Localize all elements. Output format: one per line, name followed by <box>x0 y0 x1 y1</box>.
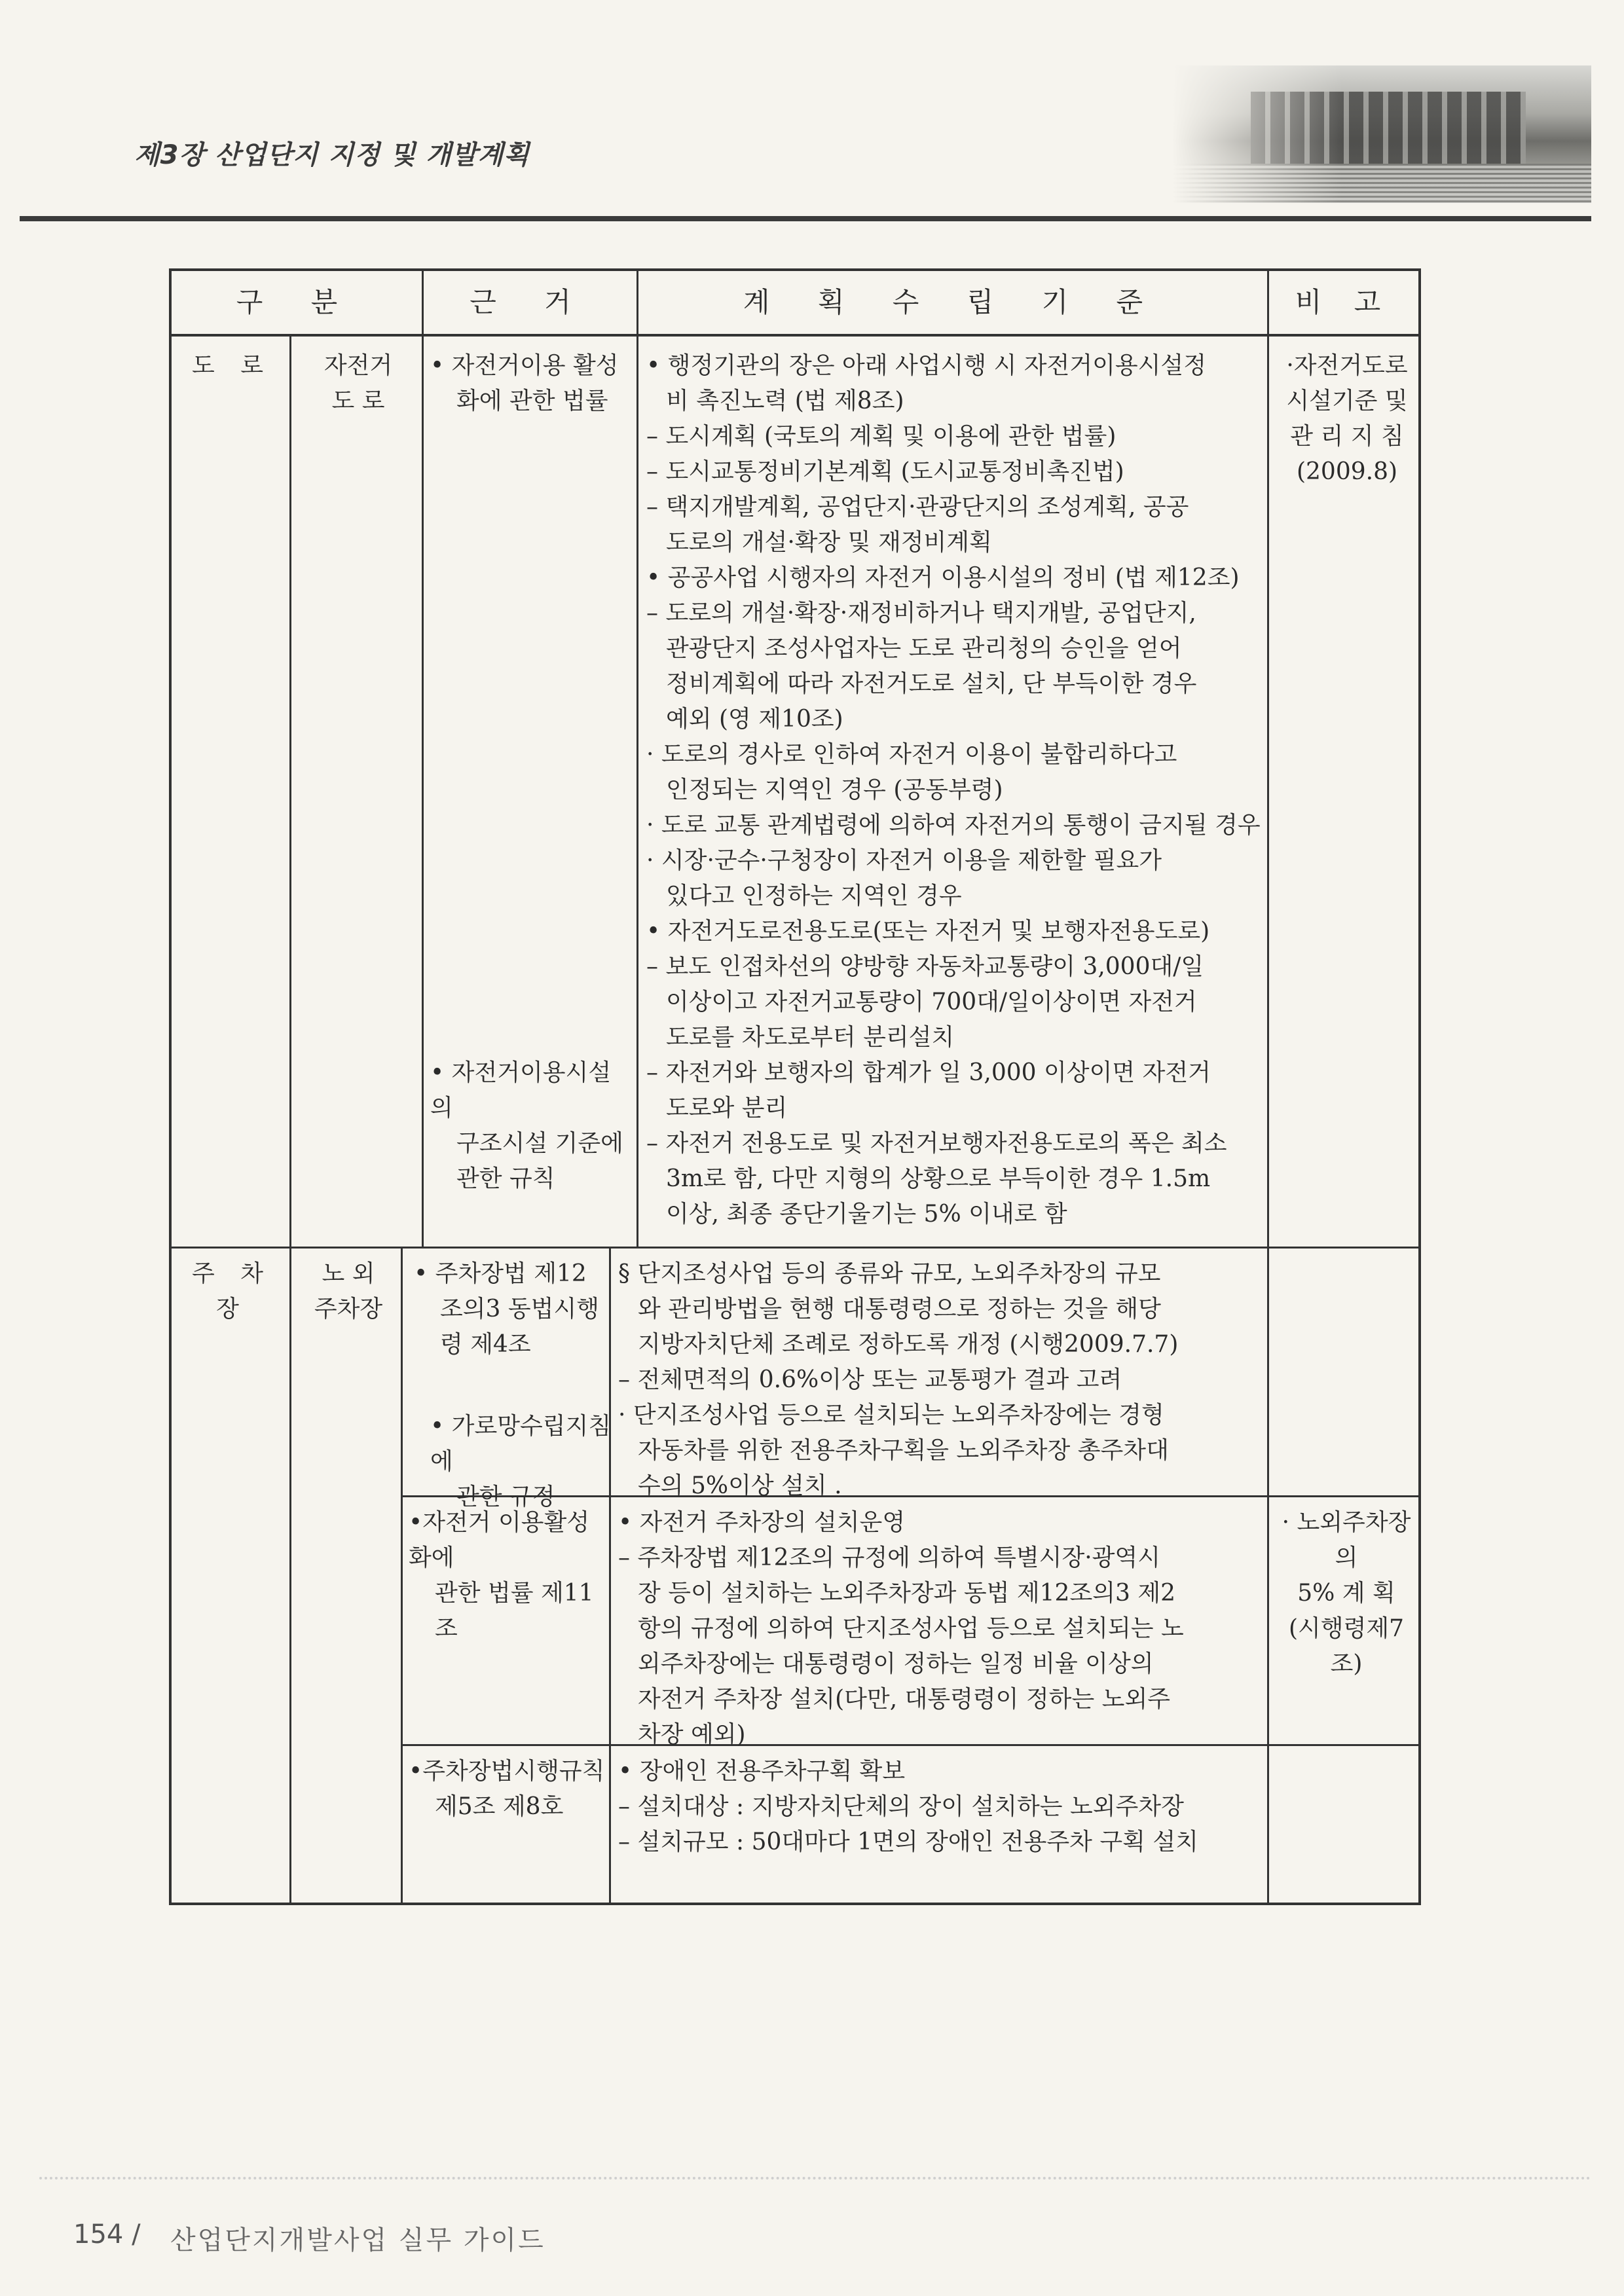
col-divider <box>422 271 424 1248</box>
standard-line: 있다고 인정하는 지역인 경우 <box>666 883 962 909</box>
road-category: 도 로 <box>192 352 272 379</box>
road-standards <box>646 348 1262 1232</box>
road-basis-1 <box>430 348 633 419</box>
remark-line: 시설기준 및 <box>1286 388 1408 414</box>
standard-line: 이상이고 자전거교통량이 700대/일이상이면 자전거 <box>666 989 1197 1015</box>
footer-dotted-rule <box>39 2177 1591 2179</box>
planning-standards-table <box>169 268 1421 1905</box>
standard-line: 3m로 함, 다만 지형의 상황으로 부득이한 경우 1.5m <box>666 1165 1211 1192</box>
book-title: 산업단지개발사업 실무 가이드 <box>170 2225 545 2255</box>
row-divider <box>172 1247 1418 1248</box>
standard-line: – 자전거와 보행자의 합계가 일 3,000 이상이면 자전거 <box>646 1059 1211 1086</box>
basis-line: 령 제4조 <box>440 1331 531 1358</box>
remark-line: (2009.8) <box>1296 458 1398 485</box>
standard-line: – 자전거 전용도로 및 자전거보행자전용도로의 폭은 최소 <box>646 1130 1227 1157</box>
standard-line: • 자전거도로전용도로(또는 자전거 및 보행자전용도로) <box>646 918 1210 945</box>
photo-fade <box>1172 65 1342 203</box>
standard-line: – 도시교통정비기본계획 (도시교통정비촉진법) <box>646 458 1124 485</box>
road-basis-3 <box>430 1409 633 1515</box>
basis-line: 관한 규정 <box>456 1484 555 1510</box>
header-standards: 계 획 수 립 기 준 <box>743 286 1163 318</box>
standard-line: – 주차장법 제12조의 규정에 의하여 특별시장·광역시 <box>618 1544 1160 1571</box>
standard-line: 도로를 차도로부터 분리설치 <box>666 1024 955 1051</box>
remark-line: 관 리 지 침 <box>1290 423 1404 450</box>
parking-basis-1 <box>414 1256 607 1362</box>
basis-line: • 가로망수립지침에 <box>430 1413 612 1475</box>
standard-line: – 택지개발계획, 공업단지·관광단지의 조성계획, 공공 <box>646 494 1189 520</box>
remark-line: ·자전거도로 <box>1286 352 1408 379</box>
standard-line: 와 관리방법을 현행 대통령령으로 정하는 것을 해당 <box>638 1296 1161 1322</box>
table-header-row <box>172 271 1418 337</box>
standard-line: – 전체면적의 0.6%이상 또는 교통평가 결과 고려 <box>618 1366 1122 1393</box>
standard-line: · 단지조성사업 등으로 설치되는 노외주차장에는 경형 <box>618 1402 1164 1429</box>
standard-line: – 설치대상 : 지방자치단체의 장이 설치하는 노외주차장 <box>618 1793 1184 1820</box>
header-basis: 근 거 <box>470 286 591 318</box>
standard-line: 도로의 개설·확장 및 재정비계획 <box>666 529 992 556</box>
standard-line: · 도로 교통 관계법령에 의하여 자전거의 통행이 금지될 경우 <box>646 812 1261 839</box>
standard-line: • 행정기관의 장은 아래 사업시행 시 자전거이용시설정 <box>646 352 1206 379</box>
col-divider <box>1267 271 1269 1248</box>
standard-line: – 보도 인접차선의 양방향 자동차교통량이 3,000대/일 <box>646 953 1204 980</box>
parking-standards-3 <box>618 1754 1260 1860</box>
road-subcategory-line: 도 로 <box>331 388 385 414</box>
parking-subcategory-line: 주차장 <box>314 1296 383 1322</box>
standard-line: • 장애인 전용주차구획 확보 <box>618 1758 906 1785</box>
header-rule <box>20 216 1591 221</box>
basis-line: 구조시설 기준에 <box>456 1130 623 1157</box>
parking-category: 주 차 장 <box>192 1260 272 1322</box>
standard-line: 정비계획에 따라 자전거도로 설치, 단 부득이한 경우 <box>666 670 1197 697</box>
road-subcategory-line: 자전거 <box>323 352 393 379</box>
road-basis-2 <box>430 1055 633 1197</box>
basis-line: • 자전거이용시설의 <box>430 1059 612 1121</box>
standard-line: 외주차장에는 대통령령이 정하는 일정 비율 이상의 <box>638 1650 1154 1677</box>
standard-line: – 설치규모 : 50대마다 1면의 장애인 전용주차 구획 설치 <box>618 1829 1198 1855</box>
chapter-title: 제3장 산업단지 지정 및 개발계획 <box>134 140 530 170</box>
header-category: 구 분 <box>236 286 358 318</box>
standard-line: 도로와 분리 <box>666 1095 788 1121</box>
standard-line: – 도로의 개설·확장·재정비하거나 택지개발, 공업단지, <box>646 600 1196 627</box>
basis-line: •자전거 이용활성화에 <box>409 1509 590 1571</box>
standard-line: 예외 (영 제10조) <box>666 706 843 733</box>
standard-line: 자전거 주차장 설치(다만, 대통령령이 정하는 노외주 <box>638 1686 1171 1713</box>
basis-line: 관한 법률 제11조 <box>435 1580 594 1642</box>
standard-line: 장 등이 설치하는 노외주차장과 동법 제12조의3 제2 <box>638 1580 1176 1607</box>
col-divider <box>1267 1248 1269 1903</box>
standard-line: 관광단지 조성사업자는 도로 관리청의 승인을 얻어 <box>666 635 1182 662</box>
standard-line: • 자전거 주차장의 설치운영 <box>618 1509 906 1536</box>
standard-line: 항의 규정에 의하여 단지조성사업 등으로 설치되는 노 <box>638 1615 1184 1642</box>
col-divider <box>401 1248 403 1903</box>
parking-remarks-2 <box>1274 1505 1419 1682</box>
standard-line: § 단지조성사업 등의 종류와 규모, 노외주차장의 규모 <box>618 1260 1161 1287</box>
basis-line: 제5조 제8호 <box>435 1793 564 1820</box>
header-remarks: 비 고 <box>1295 286 1393 318</box>
col-divider <box>289 337 291 1903</box>
standard-line: 자동차를 위한 전용주차구획을 노외주차장 총주차대 <box>638 1437 1169 1464</box>
basis-line: •주차장법시행규칙 <box>409 1758 605 1785</box>
basis-line: 관한 규칙 <box>456 1165 555 1192</box>
standard-line: 수의 5%이상 설치 . <box>638 1472 842 1499</box>
basis-line: 화에 관한 법률 <box>456 388 608 414</box>
basis-line: 조의3 동법시행 <box>440 1296 600 1322</box>
standard-line: • 공공사업 시행자의 자전거 이용시설의 정비 (법 제12조) <box>646 564 1240 591</box>
parking-basis-3 <box>409 1754 608 1825</box>
standard-line: · 도로의 경사로 인하여 자전거 이용이 불합리하다고 <box>646 741 1177 768</box>
header-photo <box>1172 65 1591 203</box>
standard-line: 인정되는 지역인 경우 (공동부령) <box>666 776 1003 803</box>
basis-line: • 주차장법 제12 <box>414 1260 587 1287</box>
remark-line: · 노외주차장의 <box>1282 1509 1411 1571</box>
parking-standards-2 <box>618 1505 1260 1753</box>
page-number: 154 / <box>73 2219 141 2250</box>
standard-line: · 시장·군수·구청장이 자전거 이용을 제한할 필요가 <box>646 847 1162 874</box>
col-divider <box>637 271 638 1248</box>
basis-line: • 자전거이용 활성 <box>430 352 619 379</box>
remark-line: (시행령제7조) <box>1288 1615 1405 1677</box>
remark-line: 5% 계 획 <box>1297 1580 1395 1607</box>
standard-line: – 도시계획 (국토의 계획 및 이용에 관한 법률) <box>646 423 1116 450</box>
col-divider <box>609 1248 611 1903</box>
parking-basis-2 <box>409 1505 608 1647</box>
standard-line: 비 촉진노력 (법 제8조) <box>666 388 904 414</box>
road-remarks <box>1275 348 1419 490</box>
standard-line: 지방자치단체 조례로 정하도록 개정 (시행2009.7.7) <box>638 1331 1179 1358</box>
parking-standards-1 <box>618 1256 1260 1504</box>
standard-line: 이상, 최종 종단기울기는 5% 이내로 함 <box>666 1201 1067 1228</box>
standard-line: 차장 예외) <box>638 1721 746 1748</box>
parking-subcategory <box>296 1256 401 1327</box>
parking-subcategory-line: 노 외 <box>322 1260 375 1287</box>
road-subcategory <box>296 348 420 419</box>
